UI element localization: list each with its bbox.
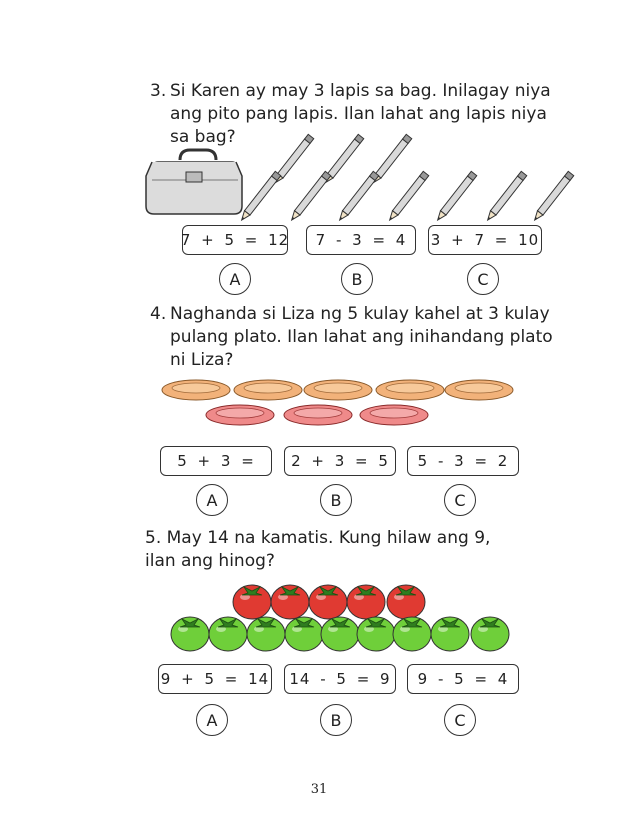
choice-letter-text: A xyxy=(206,490,218,510)
choice-box[interactable] xyxy=(428,225,542,255)
choice-letter-b[interactable] xyxy=(341,263,373,295)
choice-letter-text: A xyxy=(206,710,218,730)
choice-letter-text: B xyxy=(351,269,363,289)
orange-plate-icon xyxy=(162,380,230,400)
question-text-line: Naghanda si Liza ng 5 kulay kahel at 3 kulay xyxy=(170,304,550,324)
pencil-icon xyxy=(435,171,477,222)
page-number: 31 xyxy=(310,782,328,797)
question-text-line: ang pito pang lapis. Ilan lahat ang lapis niya xyxy=(170,104,547,124)
question-number: 4. xyxy=(150,304,167,324)
green-tomato-icon xyxy=(357,617,395,651)
pencil-icon xyxy=(337,171,379,222)
choice-box[interactable] xyxy=(407,446,519,476)
choice-letter-b[interactable] xyxy=(320,704,352,736)
choice-letter-text: A xyxy=(229,269,241,289)
choice-letter-text: B xyxy=(330,490,342,510)
red-tomato-icon xyxy=(271,585,309,619)
green-tomato-icon xyxy=(471,617,509,651)
tomatoes xyxy=(171,585,509,651)
choice-box[interactable] xyxy=(158,664,272,694)
green-tomato-icon xyxy=(393,617,431,651)
green-tomato-icon xyxy=(431,617,469,651)
question-5 xyxy=(145,527,490,573)
choice-expression: 5 - 3 = 2 xyxy=(417,452,509,470)
choice-expression: 5 + 3 = xyxy=(177,452,255,470)
pencil-icon xyxy=(387,171,429,222)
pencil-icon xyxy=(289,171,331,222)
red-plate-icon xyxy=(360,405,428,425)
green-tomato-icon xyxy=(171,617,209,651)
choice-expression: 3 + 7 = 10 xyxy=(430,231,540,249)
orange-plate-icon xyxy=(376,380,444,400)
green-tomato-icon xyxy=(285,617,323,651)
pencil-icon xyxy=(485,171,527,222)
question-text-line: ilan ang hinog? xyxy=(145,551,275,571)
choice-expression: 9 + 5 = 14 xyxy=(160,670,270,688)
choice-letter-c[interactable] xyxy=(444,704,476,736)
choice-letter-text: C xyxy=(454,710,466,730)
choice-letter-c[interactable] xyxy=(467,263,499,295)
green-tomato-icon xyxy=(247,617,285,651)
choice-box[interactable] xyxy=(306,225,416,255)
choice-expression: 7 + 5 = 12 xyxy=(180,231,290,249)
question-number: 3. xyxy=(150,81,167,101)
choice-box[interactable] xyxy=(407,664,519,694)
plates xyxy=(162,380,513,425)
question-number: 5. xyxy=(145,528,162,548)
choice-expression: 9 - 5 = 4 xyxy=(417,670,509,688)
choice-box[interactable] xyxy=(160,446,272,476)
question-4 xyxy=(150,303,553,372)
pencils xyxy=(239,134,574,222)
question-text-line: Si Karen ay may 3 lapis sa bag. Inilagay niya xyxy=(170,81,551,101)
choice-letter-text: C xyxy=(454,490,466,510)
pencil-icon xyxy=(239,171,281,222)
choice-letter-a[interactable] xyxy=(196,704,228,736)
bag-icon xyxy=(146,150,242,214)
choice-expression: 2 + 3 = 5 xyxy=(291,452,389,470)
orange-plate-icon xyxy=(304,380,372,400)
red-plate-icon xyxy=(206,405,274,425)
question-text-line: pulang plato. Ilan lahat ang inihandang plato xyxy=(170,327,553,347)
choice-box[interactable] xyxy=(284,664,396,694)
choice-letter-b[interactable] xyxy=(320,484,352,516)
question-text-line: sa bag? xyxy=(170,127,236,147)
orange-plate-icon xyxy=(445,380,513,400)
choice-letter-text: B xyxy=(330,710,342,730)
pencil-icon xyxy=(532,171,574,222)
red-plate-icon xyxy=(284,405,352,425)
red-tomato-icon xyxy=(347,585,385,619)
red-tomato-icon xyxy=(387,585,425,619)
choice-letter-text: C xyxy=(477,269,489,289)
green-tomato-icon xyxy=(321,617,359,651)
red-tomato-icon xyxy=(309,585,347,619)
choice-box[interactable] xyxy=(284,446,396,476)
orange-plate-icon xyxy=(234,380,302,400)
choice-letter-c[interactable] xyxy=(444,484,476,516)
choice-letter-a[interactable] xyxy=(196,484,228,516)
green-tomato-icon xyxy=(209,617,247,651)
question-text-line: May 14 na kamatis. Kung hilaw ang 9, xyxy=(166,528,491,548)
choice-expression: 14 - 5 = 9 xyxy=(289,670,391,688)
choice-expression: 7 - 3 = 4 xyxy=(315,231,407,249)
red-tomato-icon xyxy=(233,585,271,619)
choice-letter-a[interactable] xyxy=(219,263,251,295)
question-text-line: ni Liza? xyxy=(170,350,234,370)
choice-box[interactable] xyxy=(182,225,288,255)
